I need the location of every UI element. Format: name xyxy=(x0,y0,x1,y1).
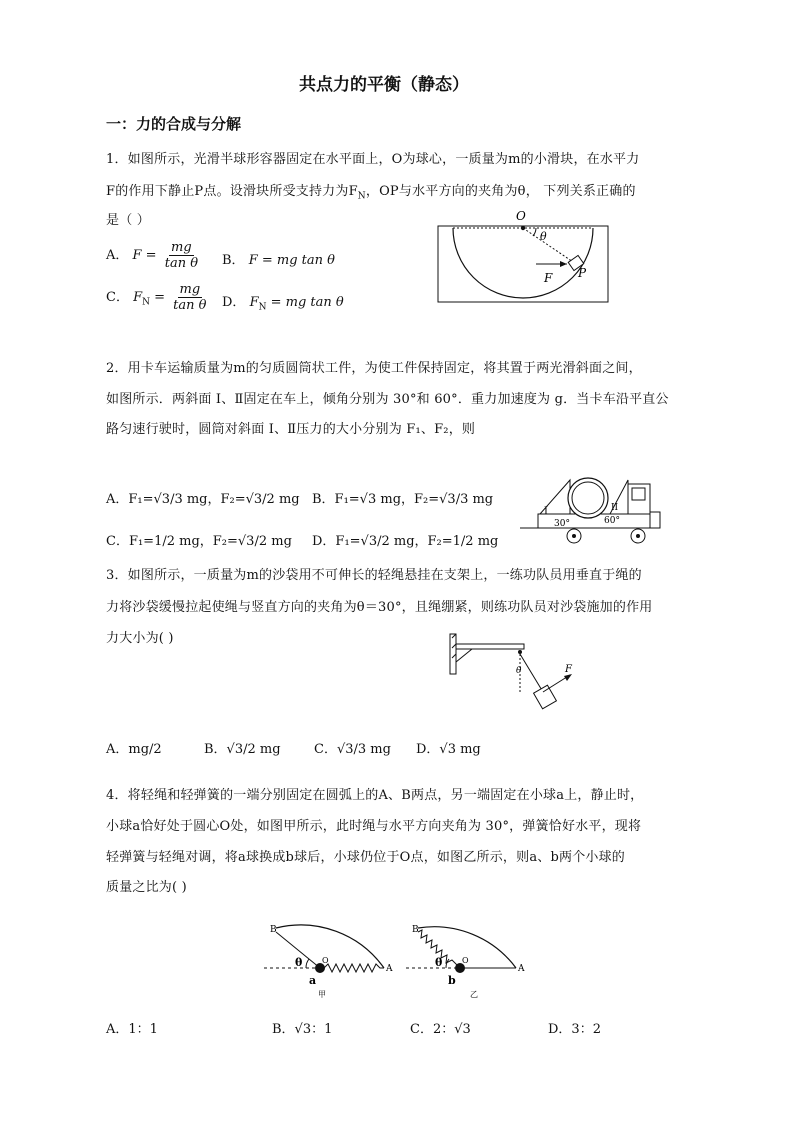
truck-front xyxy=(650,512,660,528)
label-angle-60: 60° xyxy=(604,516,620,526)
q1-option-b-expr: F = mg tan θ xyxy=(248,253,335,268)
q1-option-b[interactable] xyxy=(222,249,335,268)
op-line xyxy=(523,228,576,264)
q1-line3: 是（ ） xyxy=(106,213,150,228)
label-theta: θ xyxy=(516,666,522,676)
q3-line2: 力将沙袋缓慢拉起使绳与竖直方向的夹角为θ＝30°，且绳绷紧，则练功队员对沙袋施加的作用 xyxy=(106,600,653,615)
label-f: F xyxy=(565,664,572,675)
label-ball-b: b xyxy=(448,974,456,987)
brace xyxy=(456,649,472,662)
q1-line2-sub: N xyxy=(357,191,366,202)
q2-line2: 如图所示．两斜面 I、Ⅱ固定在车上，倾角分别为 30°和 60°．重力加速度为 g．当卡车沿平直公 xyxy=(106,392,669,407)
arc xyxy=(276,925,384,968)
q1-option-b-label: B． xyxy=(222,253,245,268)
q1-option-c-label: C． xyxy=(106,290,129,305)
arrow-head xyxy=(560,261,567,267)
q1-line2-text: F的作用下静止P点。设滑块所受支持力为F xyxy=(106,184,358,199)
label-theta: θ xyxy=(435,956,443,969)
section-heading: 一：力的合成与分解 xyxy=(106,115,242,133)
q2-truck-figure xyxy=(518,470,668,550)
q1-option-d-label: D． xyxy=(222,295,246,310)
q2-option-a[interactable]: A．F₁=√3/3 mg，F₂=√3/2 mg xyxy=(106,492,300,507)
q3-option-b[interactable]: B．√3/2 mg xyxy=(204,742,281,757)
label-jia: 甲 xyxy=(318,990,326,999)
q1-line1: 1．如图所示，光滑半球形容器固定在水平面上，O为球心，一质量为m的小滑块，在水平力 xyxy=(106,152,640,167)
frac-numerator: mg xyxy=(171,240,192,255)
q1-option-a-fraction xyxy=(163,240,200,271)
wall-bracket xyxy=(450,634,456,674)
q4-line2: 小球a恰好处于圆心O处，如图甲所示，此时绳与水平方向夹角为 30°，弹簧恰好水平，现将 xyxy=(106,819,642,834)
label-a-point: A xyxy=(518,964,525,974)
spring xyxy=(324,964,384,972)
q4-option-c[interactable]: C．2：√3 xyxy=(410,1022,471,1037)
label-yi: 乙 xyxy=(470,990,478,999)
label-b-point: B xyxy=(412,925,419,935)
q1-option-a[interactable] xyxy=(106,240,202,271)
q3-option-d[interactable]: D．√3 mg xyxy=(416,742,481,757)
theta-arc xyxy=(533,228,536,236)
q2-line1: 2．用卡车运输质量为m的匀质圆筒状工件，为使工件保持固定，将其置于两光滑斜面之间， xyxy=(106,361,642,376)
label-angle-30: 30° xyxy=(554,519,570,529)
q1-line2 xyxy=(106,182,636,207)
theta-arc xyxy=(306,959,309,968)
q1-option-d[interactable] xyxy=(222,291,344,313)
label-incline-two: II xyxy=(611,503,619,513)
cylinder-outer xyxy=(568,478,608,518)
q4-line1: 4．将轻绳和轻弹簧的一端分别固定在圆弧上的A、B两点，另一端固定在小球a上，静止时， xyxy=(106,788,644,803)
q1-option-a-label: A． xyxy=(106,248,129,263)
label-b: B xyxy=(270,925,277,935)
q4-line3: 轻弹簧与轻绳对调，将a球换成b球后，小球仍位于O点，如图乙所示，则a、b两个小球的 xyxy=(106,850,626,865)
label-theta: θ xyxy=(295,956,303,969)
sandbag xyxy=(534,685,557,709)
label-o: O xyxy=(516,209,526,223)
q1-option-d-rest: = mg tan θ xyxy=(266,295,344,310)
q3-option-c[interactable]: C．√3/3 mg xyxy=(314,742,391,757)
q1-hemisphere-figure xyxy=(436,206,610,304)
wheel-rear-hub xyxy=(572,534,576,538)
q3-line1: 3．如图所示，一质量为m的沙袋用不可伸长的轻绳悬挂在支架上，一练功队员用垂直于绳的 xyxy=(106,568,642,583)
q1-option-c[interactable] xyxy=(106,282,210,313)
page-title: 共点力的平衡（静态） xyxy=(299,75,469,95)
wheel-front-hub xyxy=(636,534,640,538)
q4-option-d[interactable]: D．3：2 xyxy=(548,1022,601,1037)
q4-option-a[interactable]: A．1：1 xyxy=(106,1022,158,1037)
label-f: F xyxy=(544,271,553,285)
force-arrow-head xyxy=(564,674,572,681)
q1-option-c-lhs: F xyxy=(133,290,143,305)
q4-figure-jia xyxy=(262,908,402,1003)
q1-option-d-sub: N xyxy=(258,302,267,313)
hang-point xyxy=(518,650,522,654)
label-incline-one: I xyxy=(544,506,548,517)
q1-option-c-eq: = xyxy=(150,290,166,305)
label-a-point: A xyxy=(386,964,393,974)
label-ball-a: a xyxy=(309,974,317,987)
q1-option-c-sub: N xyxy=(142,297,150,308)
q2-option-c[interactable]: C．F₁=1/2 mg，F₂=√3/2 mg xyxy=(106,534,292,549)
label-p: P xyxy=(578,266,587,280)
q1-option-d-lhs: F xyxy=(249,295,259,310)
support-beam xyxy=(456,644,524,649)
q3-line3: 力大小为( ) xyxy=(106,631,174,646)
q4-line4: 质量之比为( ) xyxy=(106,880,187,895)
q2-line3: 路匀速行驶时，圆筒对斜面 I、Ⅱ压力的大小分别为 F₁、F₂，则 xyxy=(106,422,476,437)
rope xyxy=(520,654,543,692)
frac-numerator: mg xyxy=(179,282,201,297)
label-theta: θ xyxy=(540,230,547,243)
frac-denominator: tan θ xyxy=(164,256,199,271)
q1-option-c-fraction xyxy=(171,282,208,313)
label-o: O xyxy=(462,956,469,965)
q4-option-b[interactable]: B．√3：1 xyxy=(272,1022,333,1037)
q4-figure-yi xyxy=(404,908,544,1003)
q1-line2-rest: ，OP与水平方向的夹角为θ， 下列关系正确的 xyxy=(365,184,636,199)
q2-option-d[interactable]: D．F₁=√3/2 mg，F₂=1/2 mg xyxy=(312,534,499,549)
q3-sandbag-figure xyxy=(448,632,583,722)
q2-option-b[interactable]: B．F₁=√3 mg，F₂=√3/3 mg xyxy=(312,492,494,507)
label-o: O xyxy=(322,956,329,965)
q1-option-a-lhs: F = xyxy=(132,248,157,263)
q3-option-a[interactable]: A．mg/2 xyxy=(106,742,162,757)
frac-denominator: tan θ xyxy=(173,298,207,313)
